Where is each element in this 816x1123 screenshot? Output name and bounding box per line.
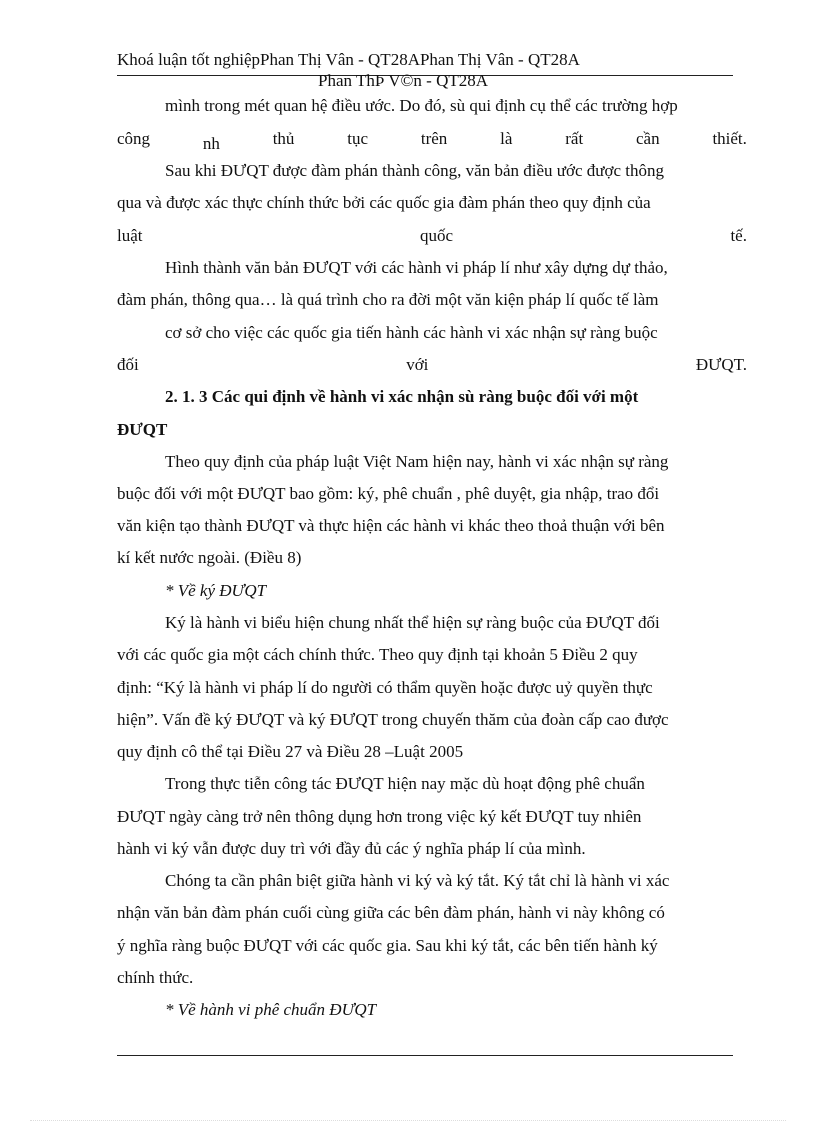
paragraph-line: Hình thành văn bản ĐƯQT với các hành vi pháp lí như xây dựng dự thảo, <box>165 258 668 277</box>
page-edge-divider <box>30 1120 786 1121</box>
word: đối <box>117 355 139 374</box>
paragraph-line: kí kết nước ngoài. (Điều 8) <box>117 548 302 567</box>
paragraph-line: đàm phán, thông qua… là quá trình cho ra đời một văn kiện pháp lí quốc tế làm <box>117 290 659 309</box>
paragraph-line: Ký là hành vi biểu hiện chung nhất thể hiện sự ràng buộc của ĐƯQT đối <box>165 613 660 632</box>
paragraph-line-justified <box>117 128 747 153</box>
paragraph-line: mình trong mét quan hệ điều ước. Do đó, sù qui định cụ thể các trường hợp <box>165 96 678 115</box>
footer-rule <box>117 1055 733 1056</box>
word: ĐƯQT. <box>695 355 747 374</box>
word: luật <box>117 226 143 245</box>
paragraph-line: văn kiện tạo thành ĐƯQT và thực hiện các hành vi khác theo thoả thuận với bên <box>117 516 665 535</box>
word: tế. <box>730 226 747 245</box>
word: trên <box>420 129 448 148</box>
word: quốc <box>419 226 453 245</box>
word: cần <box>636 129 660 148</box>
paragraph-line: qua và được xác thực chính thức bởi các quốc gia đàm phán theo quy định của <box>117 193 651 212</box>
paragraph-line: ĐƯQT ngày càng trở nên thông dụng hơn trong việc ký kết ĐƯQT tuy nhiên <box>117 807 642 826</box>
paragraph-line: hành vi ký vẫn được duy trì với đầy đủ các ý nghĩa pháp lí của mình. <box>117 839 586 858</box>
word: thủ <box>272 129 295 148</box>
paragraph-line: Trong thực tiễn công tác ĐƯQT hiện nay mặc dù hoạt động phê chuẩn <box>165 774 645 793</box>
running-header-overlay: Phan ThÞ V©n - QT28A <box>318 71 489 90</box>
paragraph-line-justified <box>117 225 747 247</box>
paragraph-line: quy định cô thể tại Điều 27 và Điều 28 –Luật 2005 <box>117 742 464 761</box>
paragraph-line: với các quốc gia một cách chính thức. Theo quy định tại khoản 5 Điều 2 quy <box>117 645 638 664</box>
word: thiết. <box>712 129 747 148</box>
paragraph-line: Theo quy định của pháp luật Việt Nam hiện nay, hành vi xác nhận sự ràng <box>165 452 669 471</box>
word: là <box>500 129 513 148</box>
paragraph-line: định: “Ký là hành vi pháp lí do người có thẩm quyền hoặc được uỷ quyền thực <box>117 678 653 697</box>
paragraph-line: ý nghĩa ràng buộc ĐƯQT với các quốc gia. Sau khi ký tắt, các bên tiến hành ký <box>117 936 658 955</box>
paragraph-line: Sau khi ĐƯQT được đàm phán thành công, văn bản điều ước được thông <box>165 161 665 180</box>
paragraph-line: buộc đối với một ĐƯQT bao gồm: ký, phê chuẩn , phê duyệt, gia nhập, trao đổi <box>117 484 660 503</box>
paragraph-line: chính thức. <box>117 968 194 987</box>
word: rất <box>565 129 584 148</box>
paragraph-line: cơ sở cho việc các quốc gia tiến hành các hành vi xác nhận sự ràng buộc <box>165 323 658 342</box>
paragraph-line: nhận văn bản đàm phán cuối cùng giữa các bên đàm phán, hành vi này không có <box>117 903 665 922</box>
section-heading-cont: ĐƯQT <box>117 420 168 439</box>
word: tục <box>347 129 369 148</box>
word: với <box>406 355 429 374</box>
paragraph-line-justified <box>117 354 747 376</box>
section-heading: 2. 1. 3 Các qui định về hành vi xác nhận sù ràng buộc đối với một <box>165 387 639 406</box>
subheading: * Về ký ĐƯQT <box>165 581 267 600</box>
paragraph-line: hiện”. Vấn đề ký ĐƯQT và ký ĐƯQT trong chuyến thăm của đoàn cấp cao được <box>117 710 669 729</box>
word: công <box>117 129 151 148</box>
paragraph-line: Chóng ta cần phân biệt giữa hành vi ký và ký tắt. Ký tắt chỉ là hành vi xác <box>165 871 670 890</box>
running-header: Khoá luận tốt nghiệpPhan Thị Vân - QT28APhan Thị Vân - QT28A <box>117 50 580 69</box>
word: nh <box>202 134 220 153</box>
subheading: * Về hành vi phê chuẩn ĐƯQT <box>165 1000 377 1019</box>
